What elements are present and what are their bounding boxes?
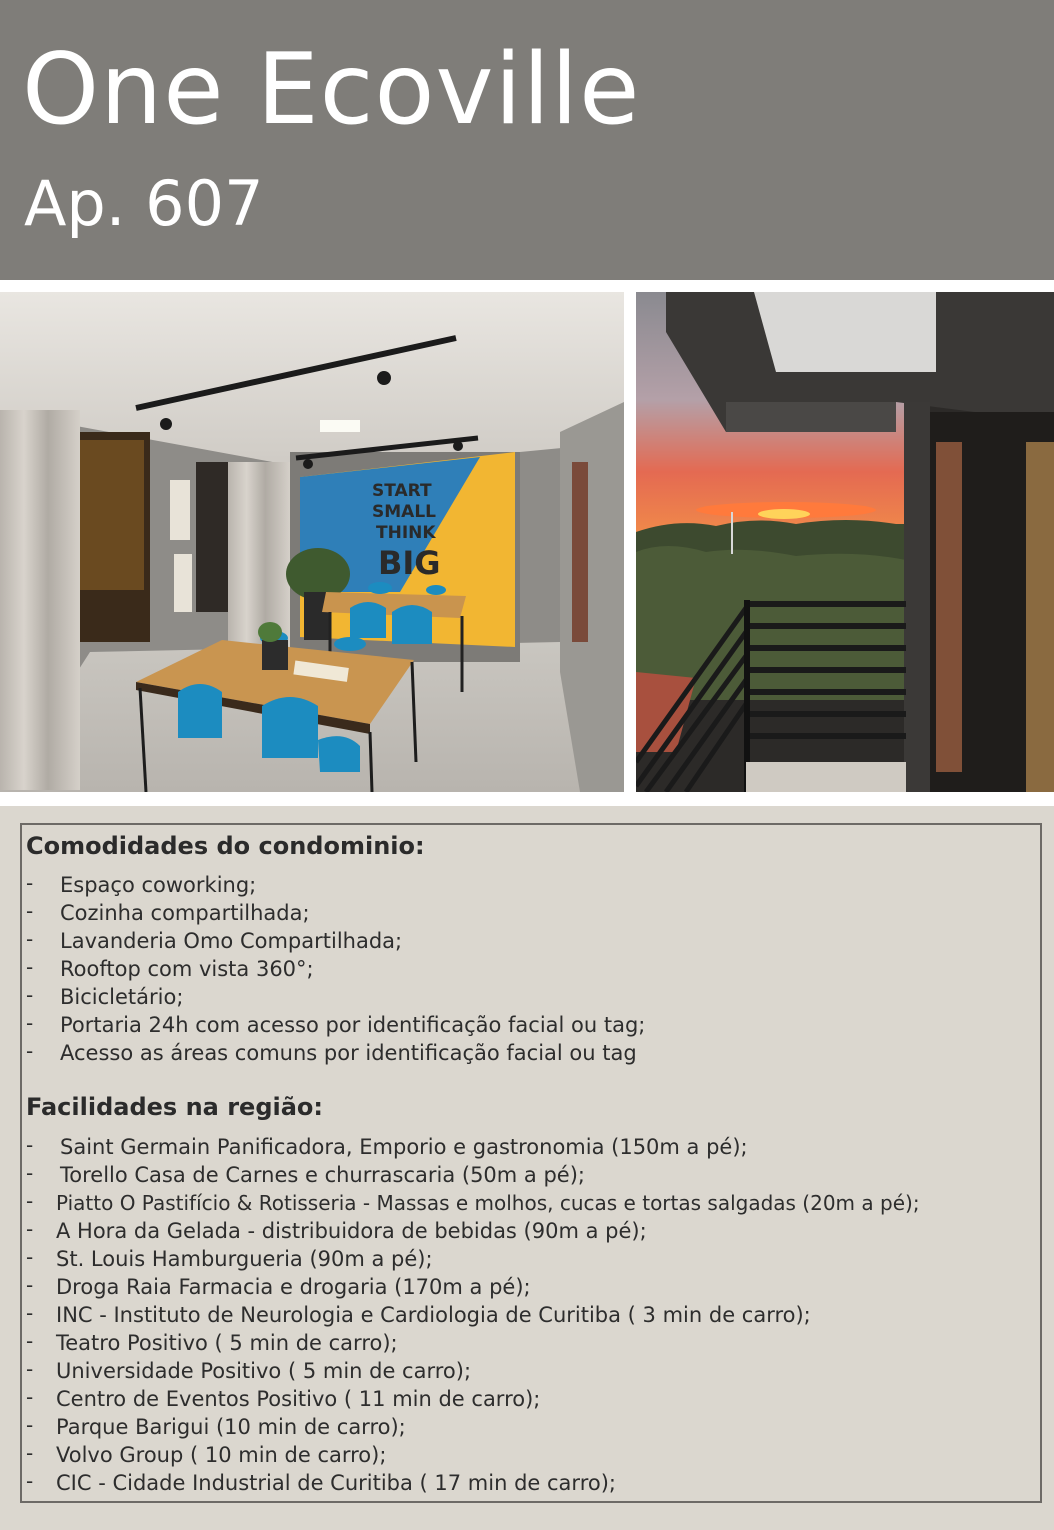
wall-text-big: BIG bbox=[378, 544, 441, 582]
coworking-photo bbox=[0, 292, 624, 792]
header-banner bbox=[0, 0, 1054, 280]
wall-text-start: START bbox=[372, 481, 432, 501]
apartment-number: Ap. 607 bbox=[24, 167, 264, 240]
page-title: One Ecoville bbox=[22, 33, 641, 147]
info-box: Comodidades do condominio: - Espaço coworking; - Cozinha compartilhada; - Lavanderia Omo Compartilhada; - Rooftop com vista 360°; - Bicicletário; - Portaria 24h com acesso por identificação facial ou tag; - Acesso as áreas comuns por identificação facial ou tag Facilidades na região: - Saint Germain Panificadora, Emporio e gastronomia (150m a pé); - Torello Casa de Carnes e churrascaria (50m a pé); - Piatto O Pastifício & Rotisseria - Massas e molhos, cucas e tortas salgadas (20m a pé); - A Hora da Gelada - distribuidora de bebidas (90m a pé); - St. Louis Hamburgueria (90m a pé); - Droga Raia Farmacia e drogaria (170m a pé); - INC - Instituto de Neurologia e Cardiologia de Curitiba ( 3 min de carro); - Teatro Positivo ( 5 min de carro); - Universidade Positivo ( 5 min de carro); - Centro de Eventos Positivo ( 11 min de carro); - Parque Barigui (10 min de carro); - Volvo Group ( 10 min de carro); - CIC - Cidade Industrial de Curitiba ( 17 min de carro); bbox=[20, 823, 1042, 1503]
amenities-title: Comodidades do condominio: bbox=[26, 832, 425, 860]
wall-text-small: SMALL bbox=[372, 502, 436, 522]
balcony-sunset-photo bbox=[636, 292, 1054, 792]
wall-text-think: THINK bbox=[376, 523, 436, 543]
coworking-illustration bbox=[0, 292, 624, 792]
balcony-illustration bbox=[636, 292, 1054, 792]
region-title: Facilidades na região: bbox=[26, 1093, 323, 1121]
